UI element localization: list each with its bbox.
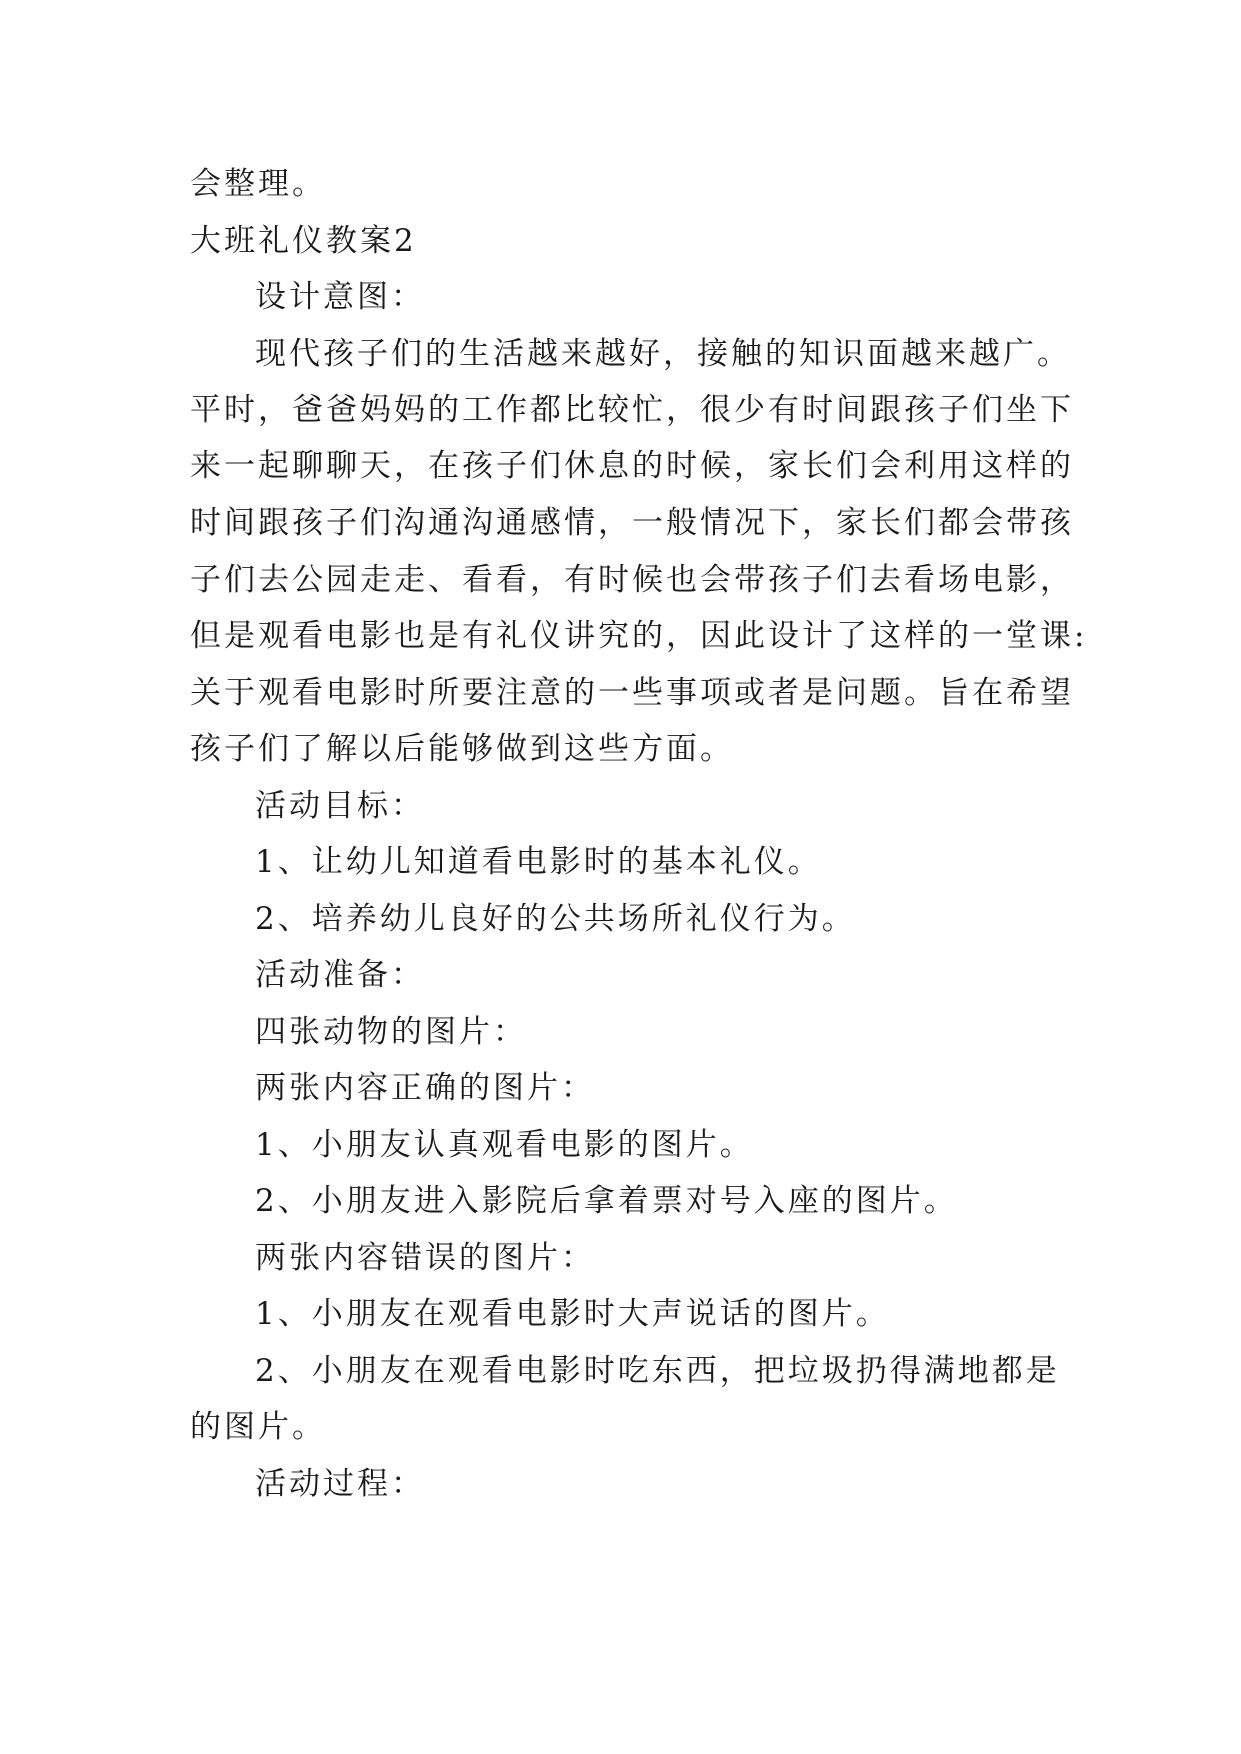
text-line: 四张动物的图片： (255, 1014, 527, 1050)
list-item: 2、培养幼儿良好的公共场所礼仪行为。 (255, 901, 856, 937)
heading-design-intent: 设计意图： (255, 279, 425, 315)
list-item-continuation: 的图片。 (190, 1409, 326, 1445)
list-item: 2、小朋友在观看电影时吃东西，把垃圾扔得满地都是 (255, 1353, 1060, 1389)
paragraph-line: 关于观看电影时所要注意的一些事项或者是问题。旨在希望 (190, 675, 1074, 711)
text-line: 会整理。 (190, 166, 326, 202)
paragraph-line: 现代孩子们的生活越来越好，接触的知识面越来越广。 (255, 336, 1071, 372)
paragraph-line: 但是观看电影也是有礼仪讲究的，因此设计了这样的一堂课: (190, 618, 1088, 654)
paragraph-line: 来一起聊聊天，在孩子们休息的时候，家长们会利用这样的 (190, 448, 1074, 484)
list-item: 1、小朋友认真观看电影的图片。 (255, 1127, 754, 1163)
heading-activity-goals: 活动目标： (255, 788, 425, 824)
heading-activity-process: 活动过程： (255, 1466, 425, 1502)
paragraph-line: 平时，爸爸妈妈的工作都比较忙，很少有时间跟孩子们坐下 (190, 392, 1074, 428)
list-item: 1、让幼儿知道看电影时的基本礼仪。 (255, 844, 822, 880)
text-line: 两张内容错误的图片： (255, 1240, 595, 1276)
list-item: 2、小朋友进入影院后拿着票对号入座的图片。 (255, 1183, 958, 1219)
paragraph-line: 孩子们了解以后能够做到这些方面。 (190, 731, 734, 767)
text-line: 两张内容正确的图片： (255, 1070, 595, 1106)
list-item: 1、小朋友在观看电影时大声说话的图片。 (255, 1296, 890, 1332)
section-title: 大班礼仪教案2 (190, 223, 417, 259)
heading-activity-preparation: 活动准备： (255, 957, 425, 993)
paragraph-line: 子们去公园走走、看看，有时候也会带孩子们去看场电影， (190, 562, 1074, 598)
paragraph-line: 时间跟孩子们沟通沟通感情，一般情况下，家长们都会带孩 (190, 505, 1074, 541)
